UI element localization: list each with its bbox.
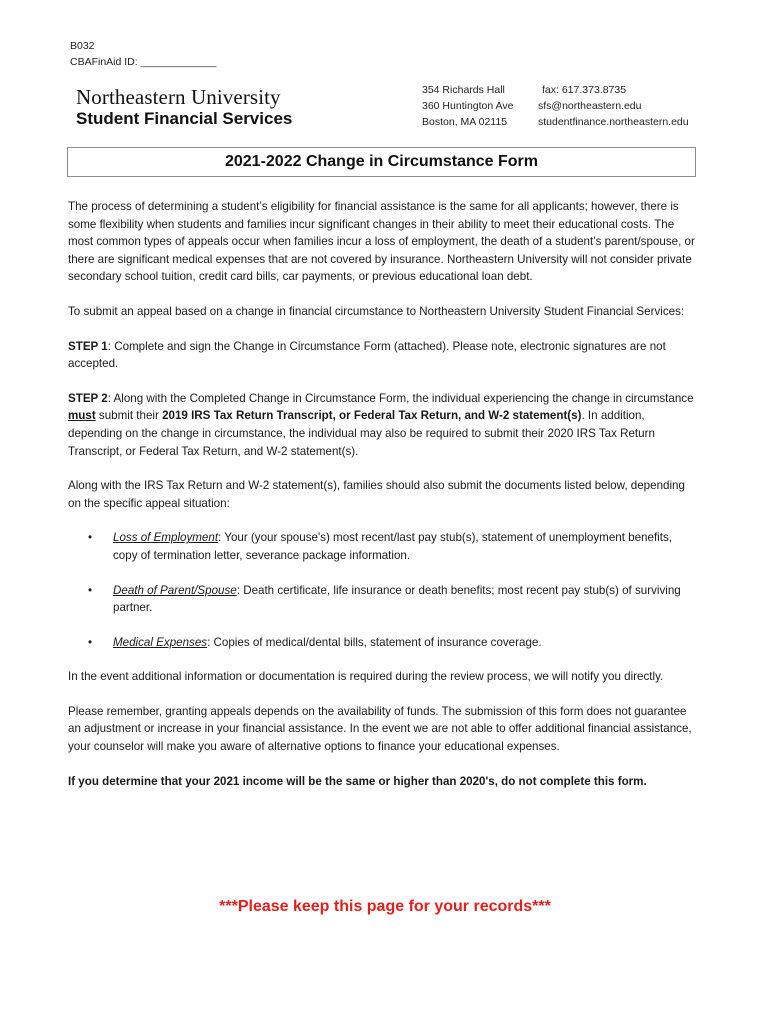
step1-text: : Complete and sign the Change in Circumstance Form (attached). Please note, electronic signatures are not accepted. [68,339,666,371]
situation-text: : Copies of medical/dental bills, statement of insurance coverage. [207,635,542,649]
website-url: studentfinance.northeastern.edu [538,116,689,128]
contact-info [538,82,689,130]
university-name: Northeastern University [76,85,281,109]
address-line: Boston, MA 02115 [422,116,508,128]
step2-text-b: submit their [95,409,163,423]
step1-paragraph [68,338,698,373]
email-address: sfs@northeastern.edu [538,100,642,112]
form-body [68,198,698,807]
records-note: ***Please keep this page for your records*** [219,898,551,915]
bullet-icon: • [88,531,93,545]
along-with-paragraph: Along with the IRS Tax Return and W-2 statement(s), families should also submit the documents listed below, depending on the specific appeal situation: [68,479,685,510]
step2-required-docs: 2019 IRS Tax Return Transcript, or Federal Tax Return, and W-2 statement(s) [162,409,582,423]
notify-paragraph: In the event additional information or documentation is required during the review process, we will notify you directly. [68,670,664,684]
department-name: Student Financial Services [76,109,293,128]
remember-paragraph: Please remember, granting appeals depends on the availability of funds. The submission of this form does not guarantee an adjustment or increase in your financial assistance. In the event we are not able to offer additional financial assistance, your counselor will make you aware of alternative options to finance your educational expenses. [68,704,692,754]
income-note: If you determine that your 2021 income will be the same or higher than 2020's, do not complete this form. [68,774,647,788]
bullet-icon: • [88,583,93,597]
bullet-icon: • [88,635,93,649]
appeal-situations-list [68,529,698,651]
submit-intro-paragraph: To submit an appeal based on a change in financial circumstance to Northeastern University Student Financial Services: [68,304,685,318]
step2-paragraph [68,390,698,460]
mailing-address [422,82,513,130]
address-line: 360 Huntington Ave [422,100,514,112]
intro-paragraph: The process of determining a student’s eligibility for financial assistance is the same for all applicants; however, there is some flexibility when students and families incur significant changes in their ability to meet their educational costs. The most common types of appeals occur when families incur a loss of employment, the death of a student’s parent/spouse, or there are significant medical expenses that are not covered by insurance. Northeastern University will not consider private secondary school tuition, credit card bills, car payments, or previous educational loan debt. [68,200,695,284]
list-item [68,582,698,617]
situation-text: : Death certificate, life insurance or death benefits; most recent pay stub(s) of surviving partner. [113,583,681,615]
situation-label: Death of Parent/Spouse [113,583,237,597]
form-code-block [70,38,217,70]
form-title: 2021-2022 Change in Circumstance Form [224,153,538,170]
situation-text: : Your (your spouse's) most recent/last pay stub(s), statement of unemployment benefits, copy of termination letter, severance package information. [113,531,672,562]
list-item [68,529,698,564]
address-line: 354 Richards Hall [422,84,505,96]
step2-must: must [68,409,96,423]
step2-label: STEP 2 [68,391,108,405]
fax-number: fax: 617.373.8735 [542,84,627,96]
finaid-id-field: CBAFinAid ID: _____________ [70,56,217,68]
step2-text-a: : Along with the Completed Change in Circumstance Form, the individual experiencing the change in circumstance [107,391,694,405]
situation-label: Loss of Employment [113,531,219,545]
situation-label: Medical Expenses [113,635,208,649]
form-code: B032 [70,40,95,52]
list-item [68,634,698,652]
university-logo [76,86,292,130]
form-title-box [67,147,696,177]
step1-label: STEP 1 [68,339,108,353]
step2-text-c: . In addition, depending on the change in circumstance, the individual may also be required to submit their 2020 IRS Tax Return Transcript, or Federal Tax Return, and W-2 statement(s). [68,409,655,458]
